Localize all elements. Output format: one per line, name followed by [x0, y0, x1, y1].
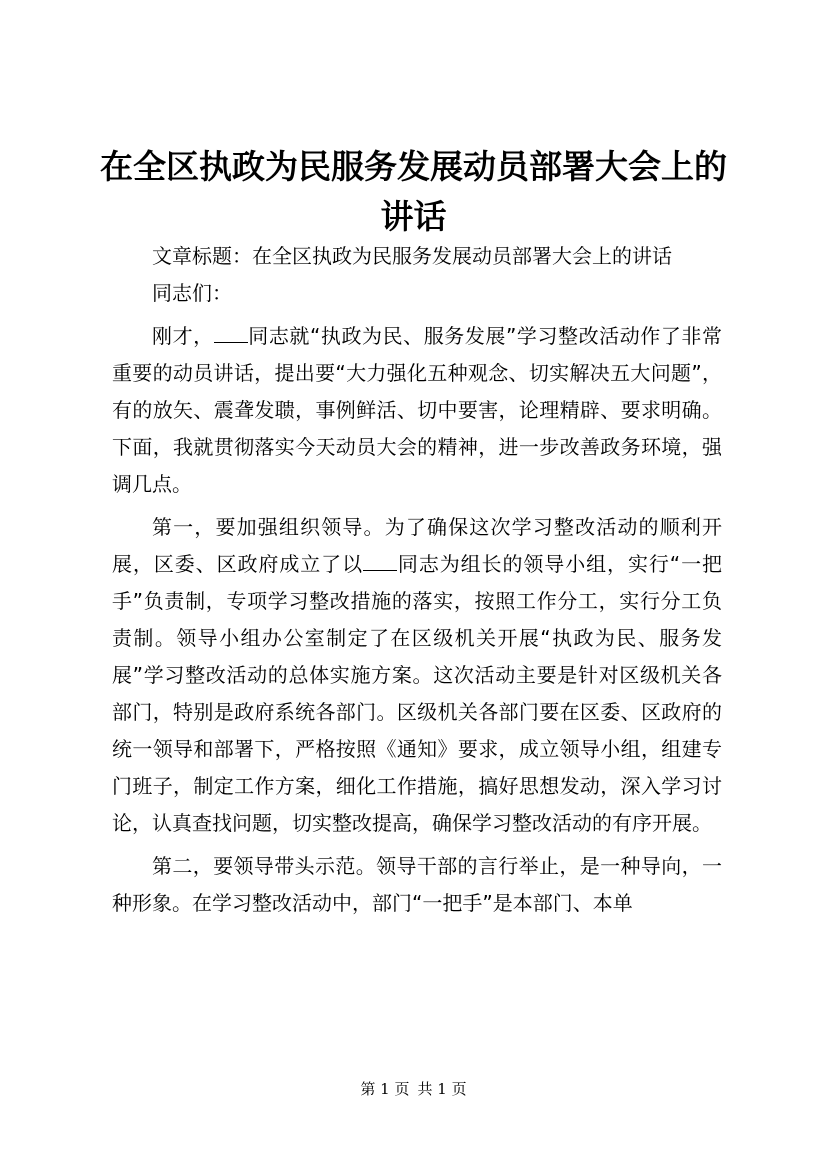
- article-title-line: 文章标题：在全区执政为民服务发展动员部署大会上的讲话: [152, 244, 672, 268]
- paragraph-second-point: 第二，要领导带头示范。领导干部的言行举止，是一种导向，一种形象。在学习整改活动中，部门“一把手”是本部门、本单: [112, 854, 722, 915]
- name-blank: [363, 552, 397, 571]
- page-total: 共 1 页: [417, 1080, 467, 1098]
- document-title: 在全区执政为民服务发展动员部署大会上的讲话: [100, 147, 727, 236]
- page-number: 第 1 页: [360, 1080, 410, 1098]
- paragraph-opening-start: 刚才，: [152, 324, 214, 348]
- document-body: [112, 238, 722, 922]
- paragraph-first-point-rest: 同志为组长的领导小组，实行“一把手”负责制，专项学习整改措施的落实，按照工作分工，实行分工负责制。领导小组办公室制定了在区级机关开展“执政为民、服务发展”学习整改活动的总体实施方案。这次活动主要是针对区级机关各部门，特别是政府系统各部门。区级机关各部门要在区委、区政府的统一领导和部署下，严格按照《通知》要求，成立领导小组，组建专门班子，制定工作方案，细化工作措施，搞好思想发动，深入学习讨论，认真查找问题，切实整改提高，确保学习整改活动的有序开展。: [112, 552, 722, 835]
- paragraph-opening-rest: 同志就“执政为民、服务发展”学习整改活动作了非常重要的动员讲话，提出要“大力强化五种观念、切实解决五大问题”，有的放矢、震聋发聩，事例鲜活、切中要害，论理精辟、要求明确。下面，我就贯彻落实今天动员大会的精神，进一步改善政务环境，强调几点。: [112, 324, 722, 496]
- salutation: 同志们：: [152, 281, 232, 305]
- paragraph-opening: [112, 318, 722, 503]
- paragraph-first-point-start: 第一，要加强组织领导。为了确保这次学习整改活动的顺利开展，区委、区政府成立了以: [112, 515, 722, 576]
- paragraph-first-point: [112, 509, 722, 842]
- name-blank: [214, 324, 248, 343]
- page-footer: [0, 1079, 827, 1099]
